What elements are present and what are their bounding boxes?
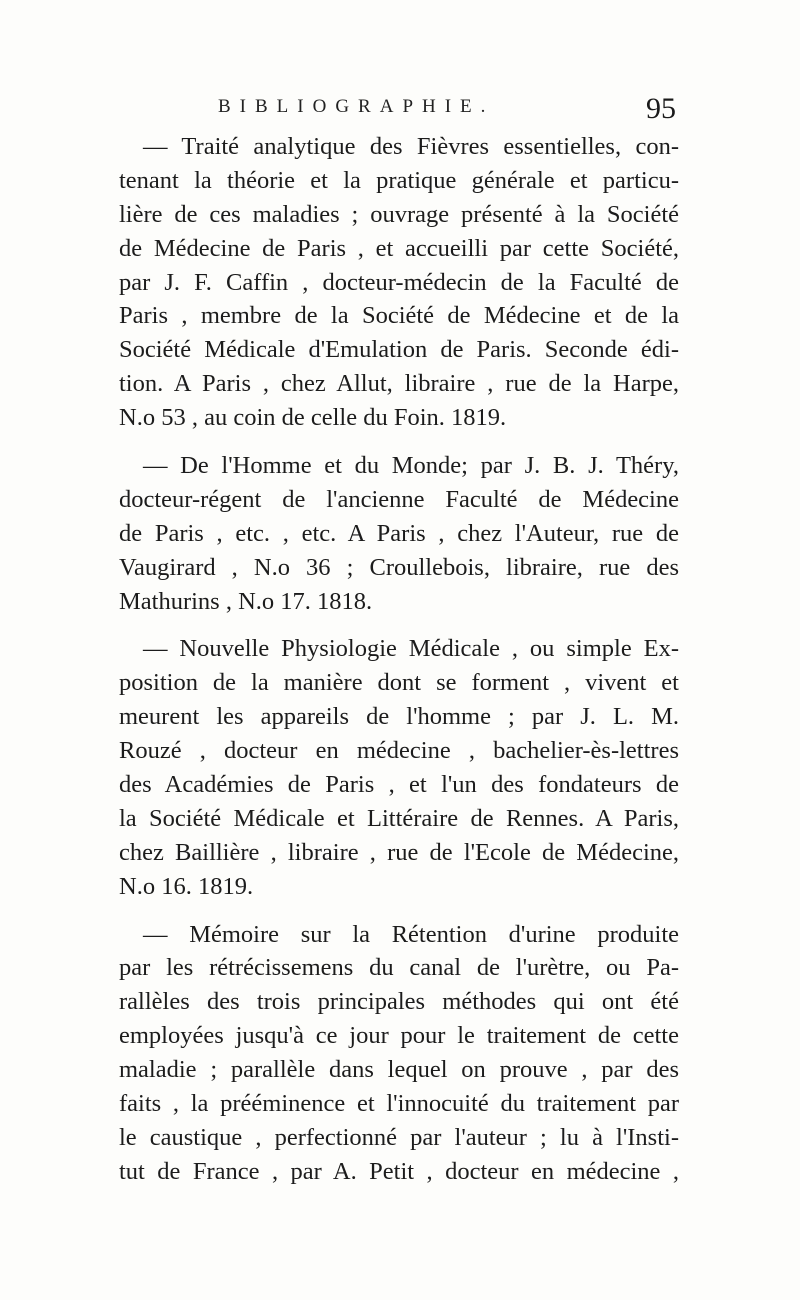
text-line: employées jusqu'à ce jour pour le traitement de cette: [119, 1022, 679, 1050]
text-line: position de la manière dont se forment , vivent et: [119, 669, 679, 697]
text-line: de Médecine de Paris , et accueilli par cette Société,: [119, 234, 679, 262]
page-header: [118, 92, 684, 132]
text-line: le caustique , perfectionné par l'auteur ; lu à l'Insti-: [119, 1123, 679, 1151]
page-number: 95: [646, 92, 676, 125]
bibliography-text: [119, 130, 679, 1203]
text-line: — Traité analytique des Fièvres essentielles, con-: [143, 133, 679, 160]
text-line: maladie ; parallèle dans lequel on prouve , par des: [119, 1056, 679, 1084]
bibliography-entry: [119, 449, 679, 618]
text-line: tion. A Paris , chez Allut, libraire , rue de la Harpe,: [119, 370, 679, 398]
text-line: Vaugirard , N.o 36 ; Croullebois, libraire, rue des: [119, 553, 679, 581]
text-line: la Société Médicale et Littéraire de Rennes. A Paris,: [119, 804, 679, 832]
bibliography-entry: [119, 918, 679, 1189]
text-line: — Nouvelle Physiologie Médicale , ou simple Ex-: [143, 635, 679, 663]
text-line: des Académies de Paris , et l'un des fondateurs de: [119, 771, 679, 799]
text-line: Rouzé , docteur en médecine , bachelier-ès-lettres: [119, 737, 679, 765]
text-line: — De l'Homme et du Monde; par J. B. J. Théry,: [143, 452, 679, 480]
text-line: docteur-régent de l'ancienne Faculté de Médecine: [119, 485, 679, 513]
text-line: chez Baillière , libraire , rue de l'Ecole de Médecine,: [119, 838, 679, 866]
text-line: lière de ces maladies ; ouvrage présenté à la Société: [119, 200, 679, 228]
text-line: — Mémoire sur la Rétention d'urine produite: [143, 920, 679, 948]
text-line: de Paris , etc. , etc. A Paris , chez l'Auteur, rue de: [119, 519, 679, 547]
text-line: rallèles des trois principales méthodes qui ont été: [119, 988, 679, 1016]
text-line: N.o 53 , au coin de celle du Foin. 1819.: [119, 404, 507, 432]
bibliography-entry: [119, 130, 679, 435]
text-line: tenant la théorie et la pratique générale et particu-: [119, 166, 679, 194]
text-line: par J. F. Caffin , docteur-médecin de la Faculté de: [119, 268, 679, 296]
text-line: Paris , membre de la Société de Médecine et de la: [119, 302, 679, 330]
text-line: par les rétrécissemens du canal de l'urètre, ou Pa-: [119, 954, 679, 982]
running-title: BIBLIOGRAPHIE.: [218, 96, 495, 117]
text-line: Société Médicale d'Emulation de Paris. Seconde édi-: [119, 336, 679, 364]
text-line: tut de France , par A. Petit , docteur en médecine ,: [119, 1157, 679, 1185]
text-line: Mathurins , N.o 17. 1818.: [119, 587, 373, 615]
text-line: meurent les appareils de l'homme ; par J. L. M.: [119, 703, 679, 731]
bibliography-entry: [119, 632, 679, 903]
text-line: faits , la prééminence et l'innocuité du traitement par: [119, 1090, 679, 1118]
text-line: N.o 16. 1819.: [119, 872, 254, 900]
